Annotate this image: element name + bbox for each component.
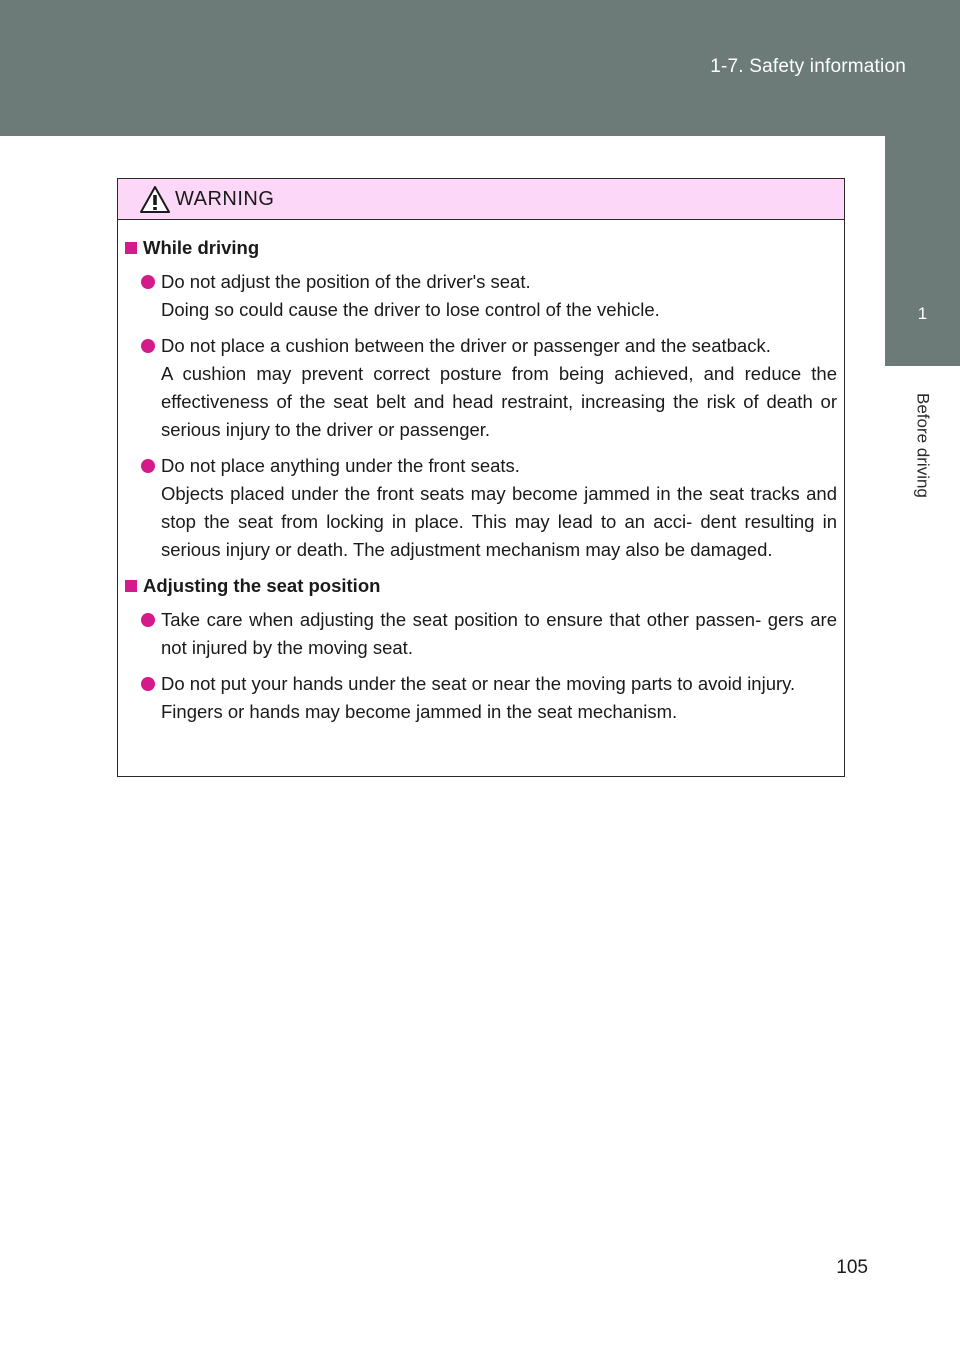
chapter-tab [885, 136, 960, 366]
bullet-item [125, 268, 837, 324]
section-heading [125, 234, 837, 262]
section-heading-text: Adjusting the seat position [143, 575, 381, 596]
bullet-text [161, 452, 837, 564]
bullet-item [125, 670, 837, 726]
bullet-text [161, 268, 837, 324]
chapter-number: 1 [917, 304, 928, 323]
section-heading-text: While driving [143, 237, 260, 258]
section-title: 1-7. Safety information [710, 56, 906, 77]
bullet-item [125, 452, 837, 564]
circle-bullet-icon [141, 613, 155, 627]
header-band [0, 0, 960, 136]
bullet-text [161, 670, 837, 726]
bullet-paragraph: Do not adjust the position of the driver's seat. [161, 271, 531, 292]
chapter-label: Before driving [913, 392, 933, 498]
bullet-text [161, 606, 837, 662]
circle-bullet-icon [141, 339, 155, 353]
bullet-text [161, 332, 837, 444]
warning-box [117, 178, 845, 777]
square-bullet-icon [125, 242, 137, 254]
warning-title: WARNING [175, 187, 275, 210]
warning-header [118, 179, 844, 220]
bullet-item [125, 332, 837, 444]
circle-bullet-icon [141, 275, 155, 289]
warning-body [118, 220, 844, 726]
section-heading [125, 572, 837, 600]
square-bullet-icon [125, 580, 137, 592]
bullet-paragraph: Fingers or hands may become jammed in the seat mechanism. [161, 701, 678, 722]
bullet-paragraph: Do not put your hands under the seat or near the moving parts to avoid injury. [161, 673, 796, 694]
circle-bullet-icon [141, 459, 155, 473]
bullet-paragraph: A cushion may prevent correct posture from being achieved, and reduce the effectiveness of the seat belt and head restraint, increasing the risk of death or serious injury to the driver or passenger. [161, 363, 837, 440]
bullet-paragraph: Objects placed under the front seats may become jammed in the seat tracks and stop the seat from locking in place. This may lead to an acci- dent resulting in serious injury or death. The adjustment mechanism may also be damaged. [161, 483, 837, 560]
chapter-label-wrap [885, 380, 960, 510]
circle-bullet-icon [141, 677, 155, 691]
bullet-paragraph: Do not place a cushion between the driver or passenger and the seatback. [161, 335, 771, 356]
warning-triangle-icon [140, 186, 170, 213]
bullet-paragraph: Do not place anything under the front seats. [161, 455, 520, 476]
page-number: 105 [836, 1257, 868, 1278]
bullet-paragraph: Take care when adjusting the seat position to ensure that other passen- gers are not injured by the moving seat. [161, 609, 837, 658]
bullet-item [125, 606, 837, 662]
bullet-paragraph: Doing so could cause the driver to lose control of the vehicle. [161, 299, 660, 320]
